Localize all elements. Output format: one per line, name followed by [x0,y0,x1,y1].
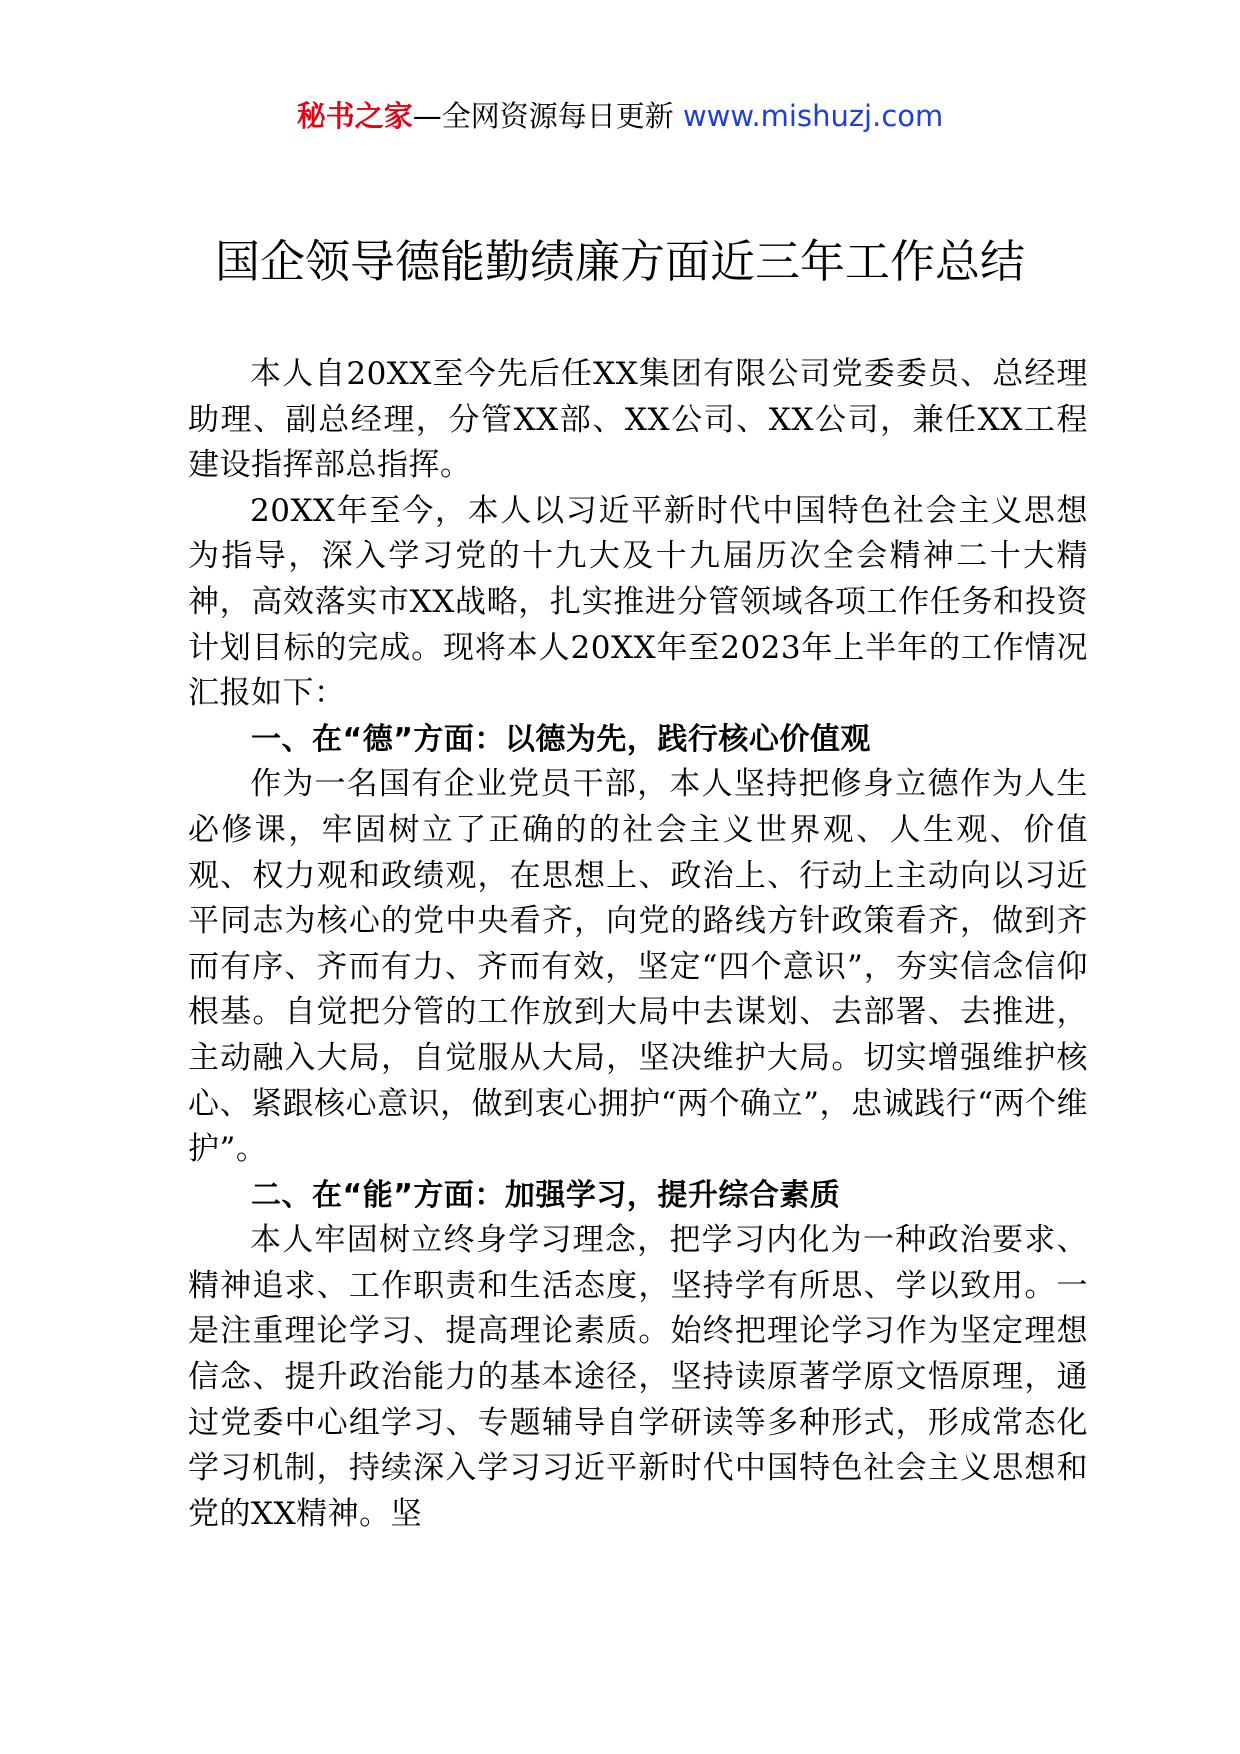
document-body [188,352,1088,1537]
site-brand: 秘书之家 [296,99,413,133]
document-title: 国企领导德能勤绩廉方面近三年工作总结 [214,235,1025,288]
overview-paragraph: 20XX年至今，本人以习近平新时代中国特色社会主义思想为指导，深入学习党的十九大及十九届历次全会精神二十大精神，高效落实市XX战略，扎实推进分管领域各项工作任务和投资计划目标的完成。现将本人20XX年至2023年上半年的工作情况汇报如下： [188,492,1088,712]
section-heading-neng: 二、在“能”方面：加强学习，提升综合素质 [251,1177,841,1213]
section-de-paragraph: 作为一名国有企业党员干部，本人坚持把修身立德作为人生必修课，牢固树立了正确的的社会主义世界观、人生观、价值观、权力观和政绩观，在思想上、政治上、行动上主动向以习近平同志为核心的党中央看齐，向党的路线方针政策看齐，做到齐而有序、齐而有力、齐而有效，坚定“四个意识”，夯实信念信仰根基。自觉把分管的工作放到大局中去谋划、去部署、去推进，主动融入大局，自觉服从大局，坚决维护大局。切实增强维护核心、紧跟核心意识，做到衷心拥护“两个确立”，忠诚践行“两个维护”。 [188,766,1088,1168]
intro-paragraph: 本人自20XX至今先后任XX集团有限公司党委委员、总经理助理、副总经理，分管XX部、XX公司、XX公司，兼任XX工程建设指挥部总指挥。 [188,356,1088,484]
site-header [0,96,1240,136]
site-slogan: —全网资源每日更新 [412,99,683,133]
section-heading-de: 一、在“德”方面：以德为先，践行核心价值观 [251,721,871,757]
site-url-link[interactable]: www.mishuzj.com [682,99,944,133]
section-neng-paragraph: 本人牢固树立终身学习理念，把学习内化为一种政治要求、精神追求、工作职责和生活态度，坚持学有所思、学以致用。一是注重理论学习、提高理论素质。始终把理论学习作为坚定理想信念、提升政治能力的基本途径，坚持读原著学原文悟原理，通过党委中心组学习、专题辅导自学研读等多种形式，形成常态化学习机制，持续深入学习习近平新时代中国特色社会主义思想和党的XX精神。坚 [188,1222,1088,1532]
